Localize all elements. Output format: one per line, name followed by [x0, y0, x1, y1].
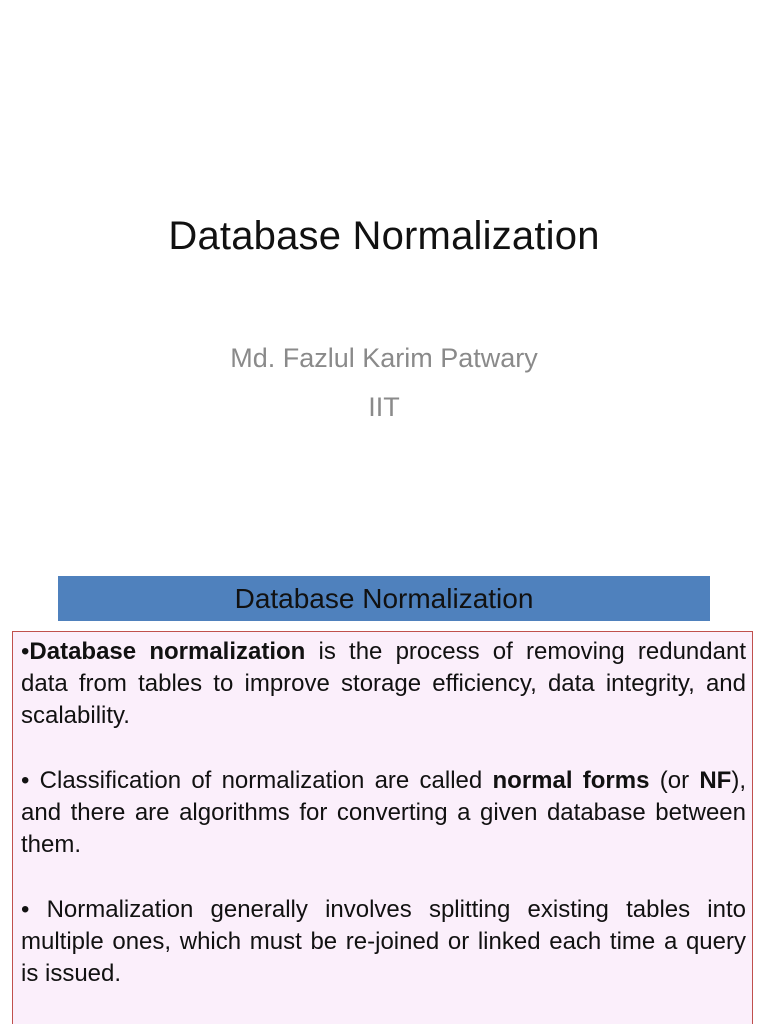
author-name: Md. Fazlul Karim Patwary: [230, 343, 538, 373]
bullet-paragraph: [21, 894, 746, 990]
content-box: [12, 631, 753, 1024]
paragraph-text: ), and there are algorithms for converting a given database between them.: [21, 767, 746, 858]
bullet-marker: •: [21, 638, 30, 665]
bullet-marker: •: [21, 767, 30, 794]
bullet-paragraph: [21, 636, 746, 732]
section-banner: Database Normalization: [58, 576, 710, 621]
bold-term: Database normalization: [29, 638, 306, 665]
bold-term: NF: [699, 767, 732, 794]
paragraph-text: (or: [649, 767, 700, 794]
slide-title: Database Normalization: [168, 214, 600, 258]
institution-name: IIT: [368, 392, 400, 422]
slide-subtitle: [0, 334, 768, 432]
paragraph-text: Classification of normalization are called: [29, 767, 493, 794]
bold-term: normal forms: [492, 767, 650, 794]
paragraph-text: Normalization generally involves splitting existing tables into multiple ones, which must be re-joined or linked each time a query is issued.: [21, 896, 746, 987]
paragraph-text: is the process of removing redundant data from tables to improve storage efficiency, data integrity, and scalability.: [21, 638, 746, 729]
bullet-paragraph: [21, 765, 746, 861]
bullet-marker: •: [21, 896, 30, 923]
